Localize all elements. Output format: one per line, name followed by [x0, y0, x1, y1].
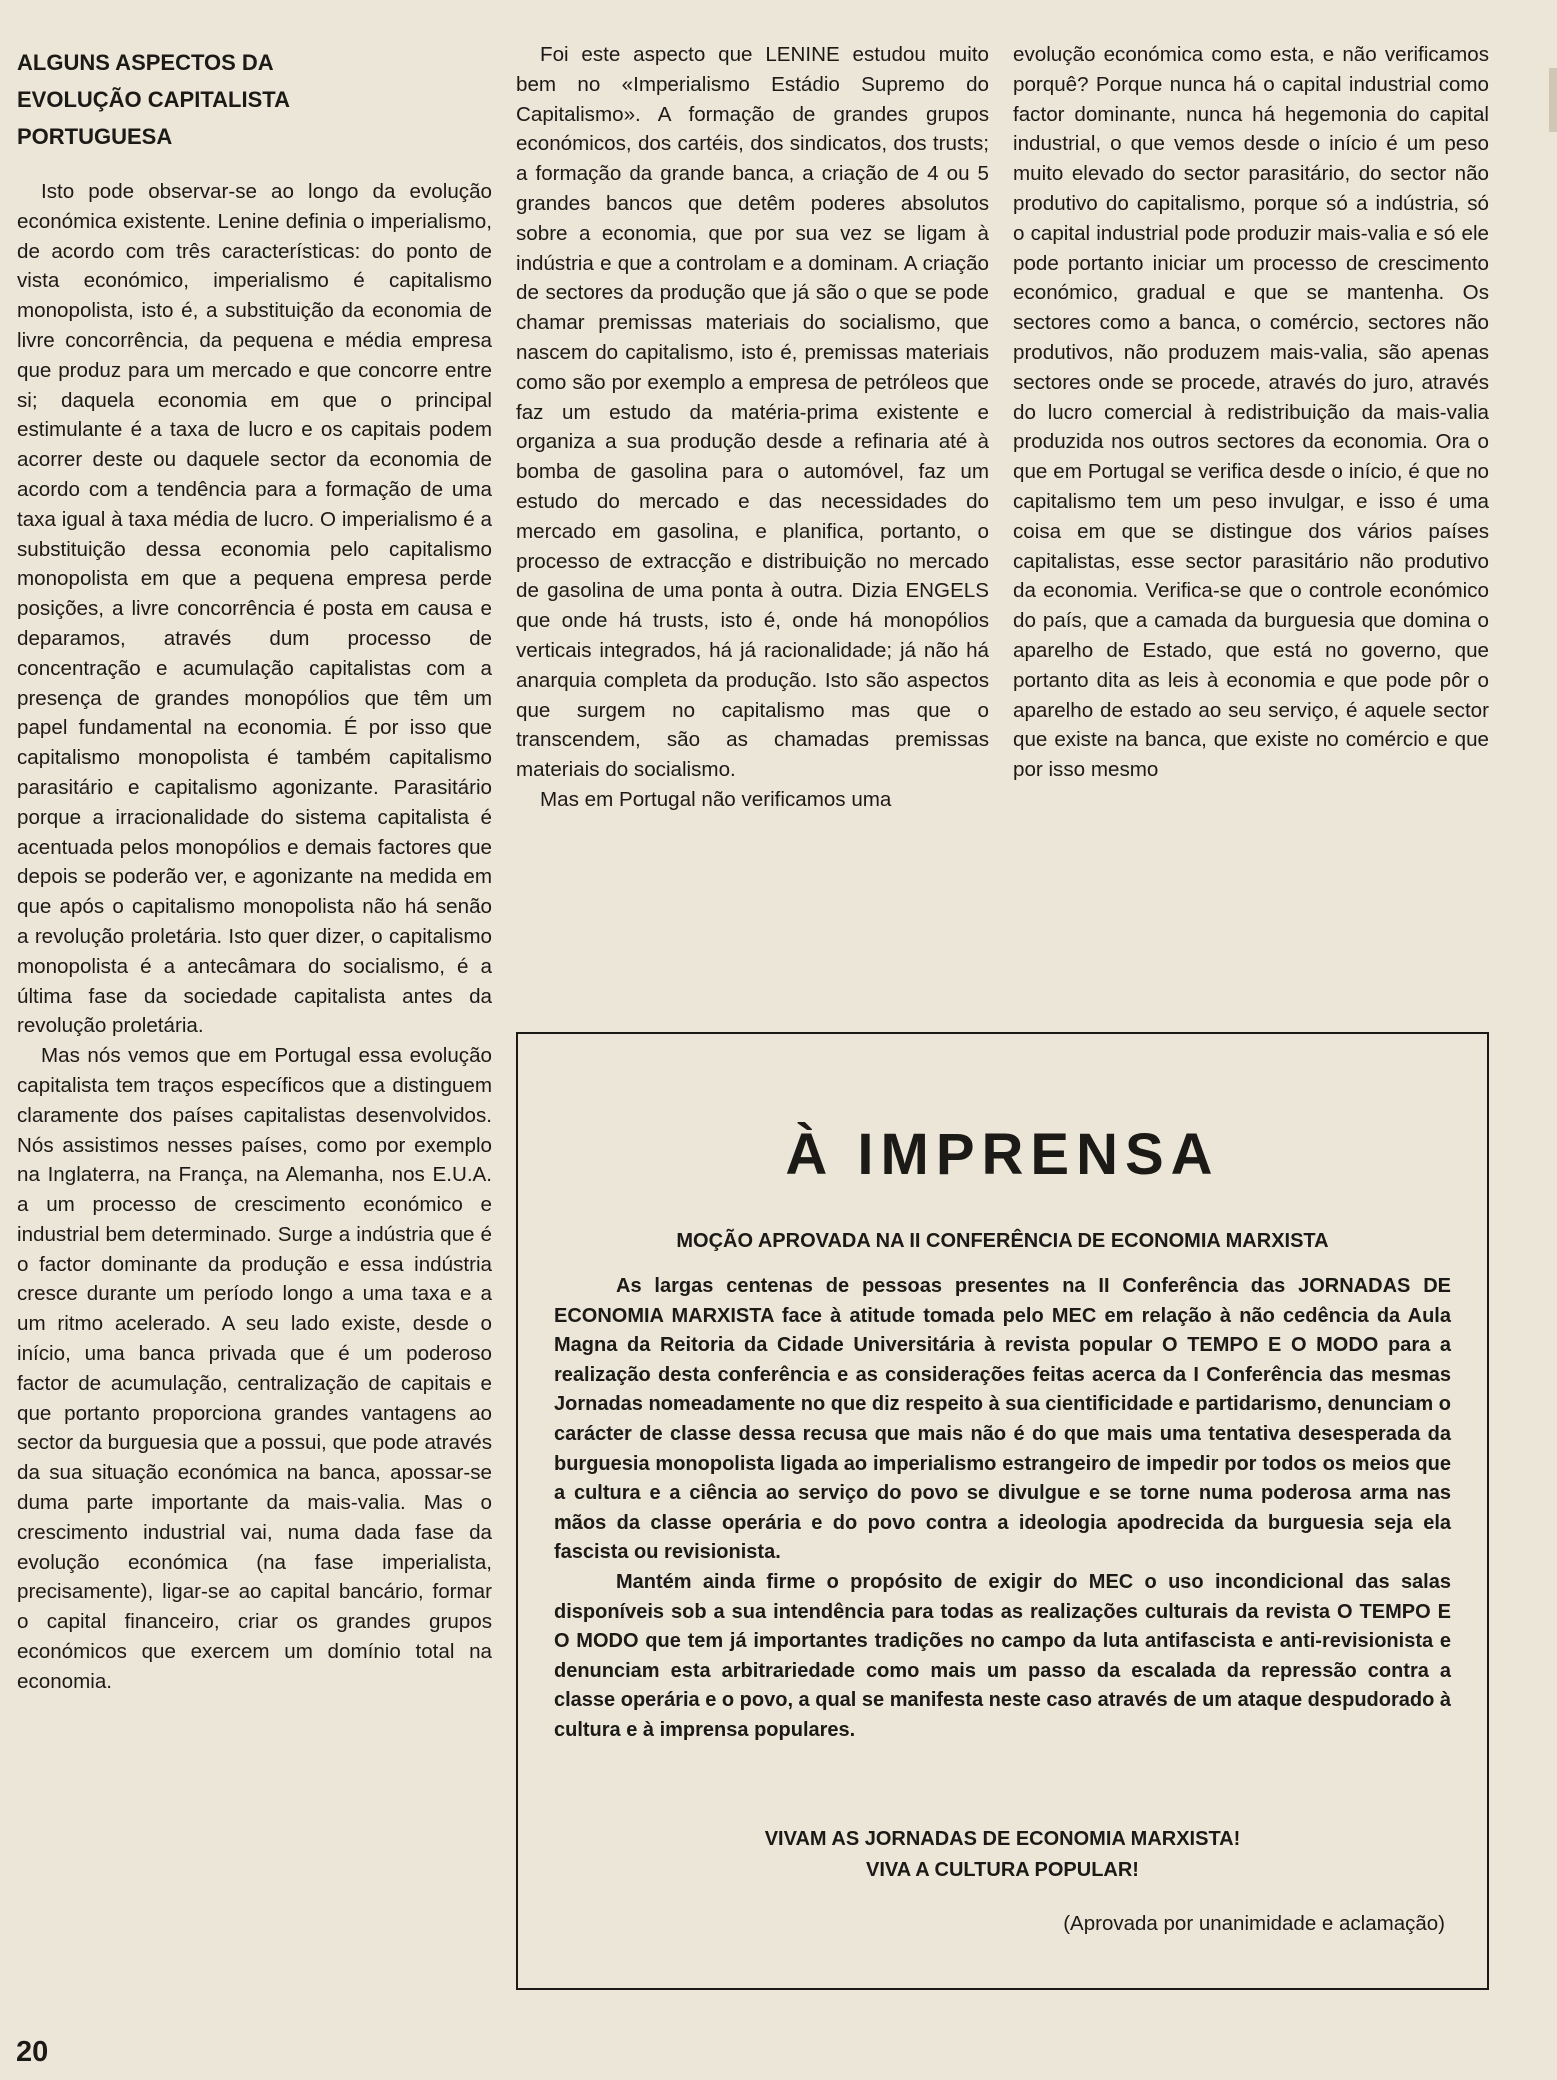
notice-paragraph: As largas centenas de pessoas presentes na II Conferência das JORNADAS DE ECONOMIA MARXISTA face à atitude tomada pelo MEC em relação à não cedência da Aula Magna da Reitoria da Cidade Universitária à revista popular O TEMPO E O MODO para a realização desta conferência e as considerações feitas acerca da I Conferência das mesmas Jornadas nomeadamente no que diz respeito à sua cientificidade e partidarismo, denunciam o carácter de classe dessa recusa que mais não é do que mais uma tentativa desesperada da burguesia monopolista ligada ao imperialismo estrangeiro de impedir por todos os meios que a cultura e a ciência ao serviço do povo se divulgue e se torne numa poderosa arma nas mãos da classe operária e do povo contra a ideologia apodrecida da burguesia seja ela fascista ou revisionista. — [554, 1275, 1451, 1564]
article-paragraph: Isto pode observar-se ao longo da evolução económica existente. Lenine definia o imperialismo, de acordo com três características: do ponto de vista económico, imperialismo é capitalismo monopolista, isto é, a substituição da economia de livre concorrência, da pequena e média empresa que produz para um mercado e que concorre entre si; daquela economia em que o principal estimulante é a taxa de lucro e os capitais podem acorrer deste ou daquele sector da economia de acordo com a tendência para a formação de uma taxa igual à taxa média de lucro. O imperialismo é a substituição dessa economia pelo capitalismo monopolista em que a pequena empresa perde posições, a livre concorrência é posta em causa e deparamos, através dum processo de concentração e acumulação capitalistas com a presença de grandes monopólios que têm um papel fundamental na economia. É por isso que capitalismo monopolista é também capitalismo parasitário e capitalismo agonizante. Parasitário porque a irracionalidade do sistema capitalista é acentuada pelos monopólios e demais factores que depois se poderão ver, e agonizante na medida em que após o capitalismo monopolista não há senão a revolução proletária. Isto quer dizer, o capitalismo monopolista é a antecâmara do socialismo, é a última fase da sociedade capitalista antes da revolução proletária. — [17, 180, 492, 1038]
slogan-line: VIVAM AS JORNADAS DE ECONOMIA MARXISTA! — [764, 1828, 1241, 1850]
notice-subtitle: MOÇÃO APROVADA NA II CONFERÊNCIA DE ECONOMIA MARXISTA — [676, 1230, 1329, 1252]
page-edge-mark — [1549, 68, 1557, 132]
article-column-1 — [17, 44, 492, 1697]
article-column-2 — [516, 40, 989, 815]
page-number: 20 — [16, 2036, 49, 2068]
press-notice-box — [516, 1032, 1489, 1990]
article-heading: ALGUNS ASPECTOS DA EVOLUÇÃO CAPITALISTA PORTUGUESA — [17, 50, 290, 149]
article-paragraph: Foi este aspecto que LENINE estudou muito bem no «Imperialismo Estádio Supremo do Capitalismo». A formação de grandes grupos económicos, dos cartéis, dos sindicatos, dos trusts; a formação da grande banca, a criação de 4 ou 5 grandes bancos que detêm poderes absolutos sobre a economia, que por sua vez se ligam à indústria e que a controlam e a dominam. A criação de sectores da produção que já são o que se pode chamar premissas materiais do socialismo, que nascem do capitalismo, isto é, premissas materiais como são por exemplo a empresa de petróleos que faz um estudo da matéria-prima existente e organiza a sua produção desde a refinaria até à bomba de gasolina para o automóvel, faz um estudo do mercado e das necessidades do mercado em gasolina, e planifica, portanto, o processo de extracção e distribuição no mercado de gasolina de uma ponta à outra. Dizia ENGELS que onde há trusts, isto é, onde há monopólios verticais integrados, há já racionalidade; já não há anarquia completa da produção. Isto são aspectos que surgem no capitalismo mas que o transcendem, são as chamadas premissas materiais do socialismo. — [516, 43, 989, 782]
article-column-3 — [1013, 40, 1489, 785]
article-paragraph: evolução económica como esta, e não verificamos porquê? Porque nunca há o capital industrial como factor dominante, nunca há hegemonia do capital industrial, o que vemos desde o início é um peso muito elevado do sector parasitário, do sector não produtivo do capitalismo, porque só a indústria, só o capital industrial pode produzir mais-valia e só ele pode portanto iniciar um processo de crescimento económico, gradual e que se mantenha. Os sectores como a banca, o comércio, sectores não produtivos, não produzem mais-valia, são apenas sectores onde se procede, através do juro, através do lucro comercial à redistribuição da mais-valia produzida nos outros sectores da economia. Ora o que em Portugal se verifica desde o início, é que no capitalismo tem um peso invulgar, e isso é uma coisa em que se distingue dos vários países capitalistas, esse sector parasitário não produtivo da economia. Verifica-se que o controle económico do país, que a camada da burguesia que domina o aparelho de Estado, que está no governo, que portanto dita as leis à economia e que pode pôr o aparelho de estado ao seu serviço, é aquele sector que existe na banca, que existe no comércio e que por isso mesmo — [1013, 43, 1489, 782]
notice-slogans — [518, 1824, 1487, 1886]
article-paragraph: Mas em Portugal não verificamos uma — [540, 787, 892, 811]
slogan-line: VIVA A CULTURA POPULAR! — [866, 1859, 1139, 1881]
notice-title: À IMPRENSA — [785, 1122, 1220, 1187]
article-paragraph: Mas nós vemos que em Portugal essa evolução capitalista tem traços específicos que a distinguem claramente dos países capitalistas desenvolvidos. Nós assistimos nesses países, como por exemplo na Inglaterra, na França, na Alemanha, nos E.U.A. a um processo de crescimento económico e industrial bem determinado. Surge a indústria que é o factor dominante da produção e essa indústria cresce durante um período longo a uma taxa e a um ritmo acelerado. A seu lado existe, desde o início, uma banca privada que é um poderoso factor de acumulação, centralização de capitais e que portanto proporciona grandes vantagens ao sector da burguesia que a possui, que pode através da sua situação económica na banca, apossar-se duma parte importante da mais-valia. Mas o crescimento industrial vai, numa dada fase da evolução económica (na fase imperialista, precisamente), ligar-se ao capital bancário, formar o capital financeiro, criar os grandes grupos económicos que exercem um domínio total na economia. — [17, 1044, 492, 1693]
notice-body — [554, 1272, 1451, 1746]
approval-note: (Aprovada por unanimidade e aclamação) — [1063, 1912, 1445, 1935]
notice-paragraph: Mantém ainda firme o propósito de exigir do MEC o uso incondicional das salas disponíveis sob a sua intendência para todas as realizações culturais da revista O TEMPO E O MODO que tem já importantes tradições no campo da luta antifascista e anti-revisionista e denunciam esta arbitrariedade como mais um passo da escalada da repressão contra a classe operária e o povo, a qual se manifesta neste caso através de um ataque despudorado à cultura e à imprensa populares. — [554, 1570, 1452, 1741]
